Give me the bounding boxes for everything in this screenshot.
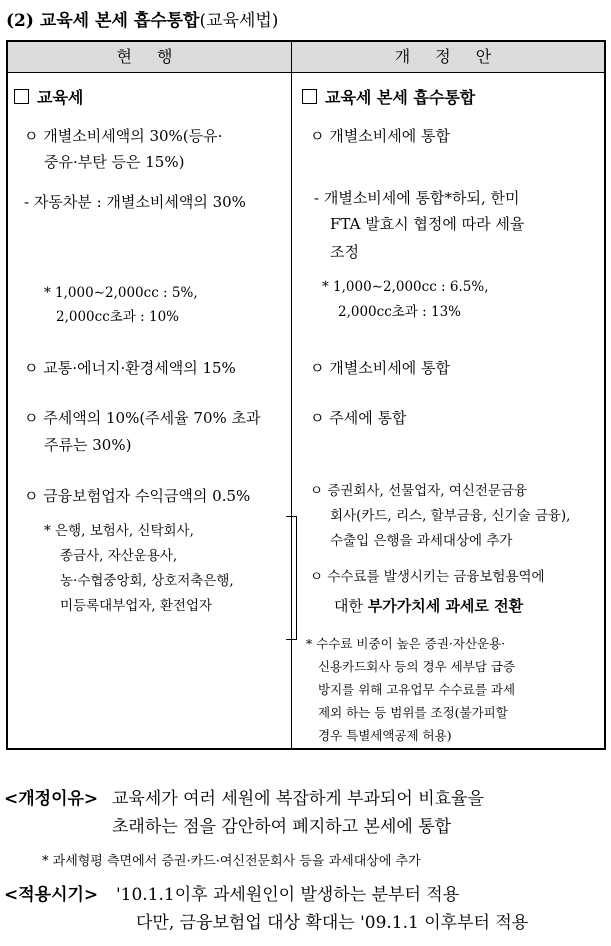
revised-item6-line2: 대한 부가가치세 과세로 전환 (334, 597, 524, 615)
revised-item6-note-line4: 제외 하는 등 범위를 조정(불가피할 (318, 705, 508, 720)
current-item5-note-line3: 농·수협중앙회, 상호저축은행, (60, 573, 234, 589)
header-revised: 개 정 안 (394, 47, 502, 66)
current-item3: ㅇ 교통·에너지·환경세액의 15% (24, 359, 236, 377)
apply-line1: '10.1.1이후 과세원인이 발생하는 분부터 적용 (116, 885, 460, 905)
revised-item5-line2: 회사(카드, 리스, 할부금융, 신기술 금융), (330, 508, 571, 524)
reason-note: * 과세형평 측면에서 증권·카드·여신전문회사 등을 과세대상에 추가 (42, 854, 421, 869)
current-item2-note-line1: * 1,000∼2,000cc : 5%, (44, 285, 198, 301)
revised-item5-line3: 수출입 은행을 과세대상에 추가 (330, 533, 513, 549)
current-item5-note-line4: 미등록대부업자, 환전업자 (60, 598, 213, 614)
section-title-sub: (교육세법) (199, 11, 279, 31)
revised-item2-line1: - 개별소비세에 통합*하되, 한미 (314, 189, 520, 207)
revised-item6-note-line2: 신용카드회사 등의 경우 세부담 급증 (318, 659, 516, 674)
apply-line2: 다만, 금융보험업 대상 확대는 '09.1.1 이후부터 적용 (136, 913, 529, 933)
revised-item6-line1: ㅇ 수수료를 발생시키는 금융보험용역에 (310, 569, 545, 585)
current-item1-line1: ㅇ 개별소비세액의 30%(등유· (24, 127, 223, 145)
comparison-table (6, 40, 606, 750)
column-divider (291, 42, 292, 748)
checkbox-icon (302, 89, 317, 104)
current-item5-note-line2: 종금사, 자산운용사, (60, 548, 178, 564)
table-header (8, 42, 604, 73)
revised-item2-line3: 조정 (330, 243, 359, 261)
revised-item3: ㅇ 개별소비세에 통합 (310, 359, 450, 377)
current-item1-line2: 중유·부탄 등은 15%) (44, 153, 185, 171)
revised-item2-line2: FTA 발효시 협정에 따라 세율 (330, 215, 525, 233)
section-title-main: (2) 교육세 본세 흡수통합 (6, 11, 200, 31)
revised-item1: ㅇ 개별소비세에 통합 (310, 127, 450, 145)
revised-item2-note-line2: 2,000cc초과 : 13% (338, 304, 461, 320)
current-item4-line1: ㅇ 주세액의 10%(주세율 70% 초과 (24, 409, 261, 427)
scope-bracket (286, 516, 297, 640)
revised-heading: 교육세 본세 흡수통합 (302, 86, 475, 110)
current-heading: 교육세 (14, 86, 83, 110)
reason-line1: 교육세가 여러 세원에 복잡하게 부과되어 비효율을 (112, 789, 484, 809)
revised-item4: ㅇ 주세에 통합 (310, 409, 407, 427)
current-item2-note-line2: 2,000cc초과 : 10% (56, 309, 179, 325)
revised-item6-note-line3: 방지를 위해 고유업무 수수료를 과세 (318, 682, 516, 697)
checkbox-icon (14, 89, 29, 104)
current-item2: - 자동차분 : 개별소비세액의 30% (24, 193, 246, 211)
vat-conversion-text: 부가가치세 과세로 전환 (367, 597, 524, 615)
revised-item2-note-line1: * 1,000∼2,000cc : 6.5%, (322, 279, 489, 295)
section-title (6, 6, 278, 31)
apply-label: <적용시기> (4, 885, 99, 905)
header-current: 현 행 (116, 47, 183, 66)
reason-line2: 초래하는 점을 감안하여 폐지하고 본세에 통합 (112, 817, 452, 837)
reason-label: <개정이유> (4, 789, 99, 809)
revised-item6-note-line1: * 수수료 비중이 높은 증권·자산운용· (306, 636, 506, 651)
current-item4-line2: 주류는 30%) (44, 436, 132, 454)
revised-item5-line1: ㅇ 증권회사, 선물업자, 여신전문금융 (310, 483, 528, 499)
revised-item6-note-line5: 경우 특별세액공제 허용) (318, 728, 452, 743)
current-item5-note-line1: * 은행, 보험사, 신탁회사, (44, 523, 194, 539)
current-item5: ㅇ 금융보험업자 수익금액의 0.5% (24, 487, 251, 505)
